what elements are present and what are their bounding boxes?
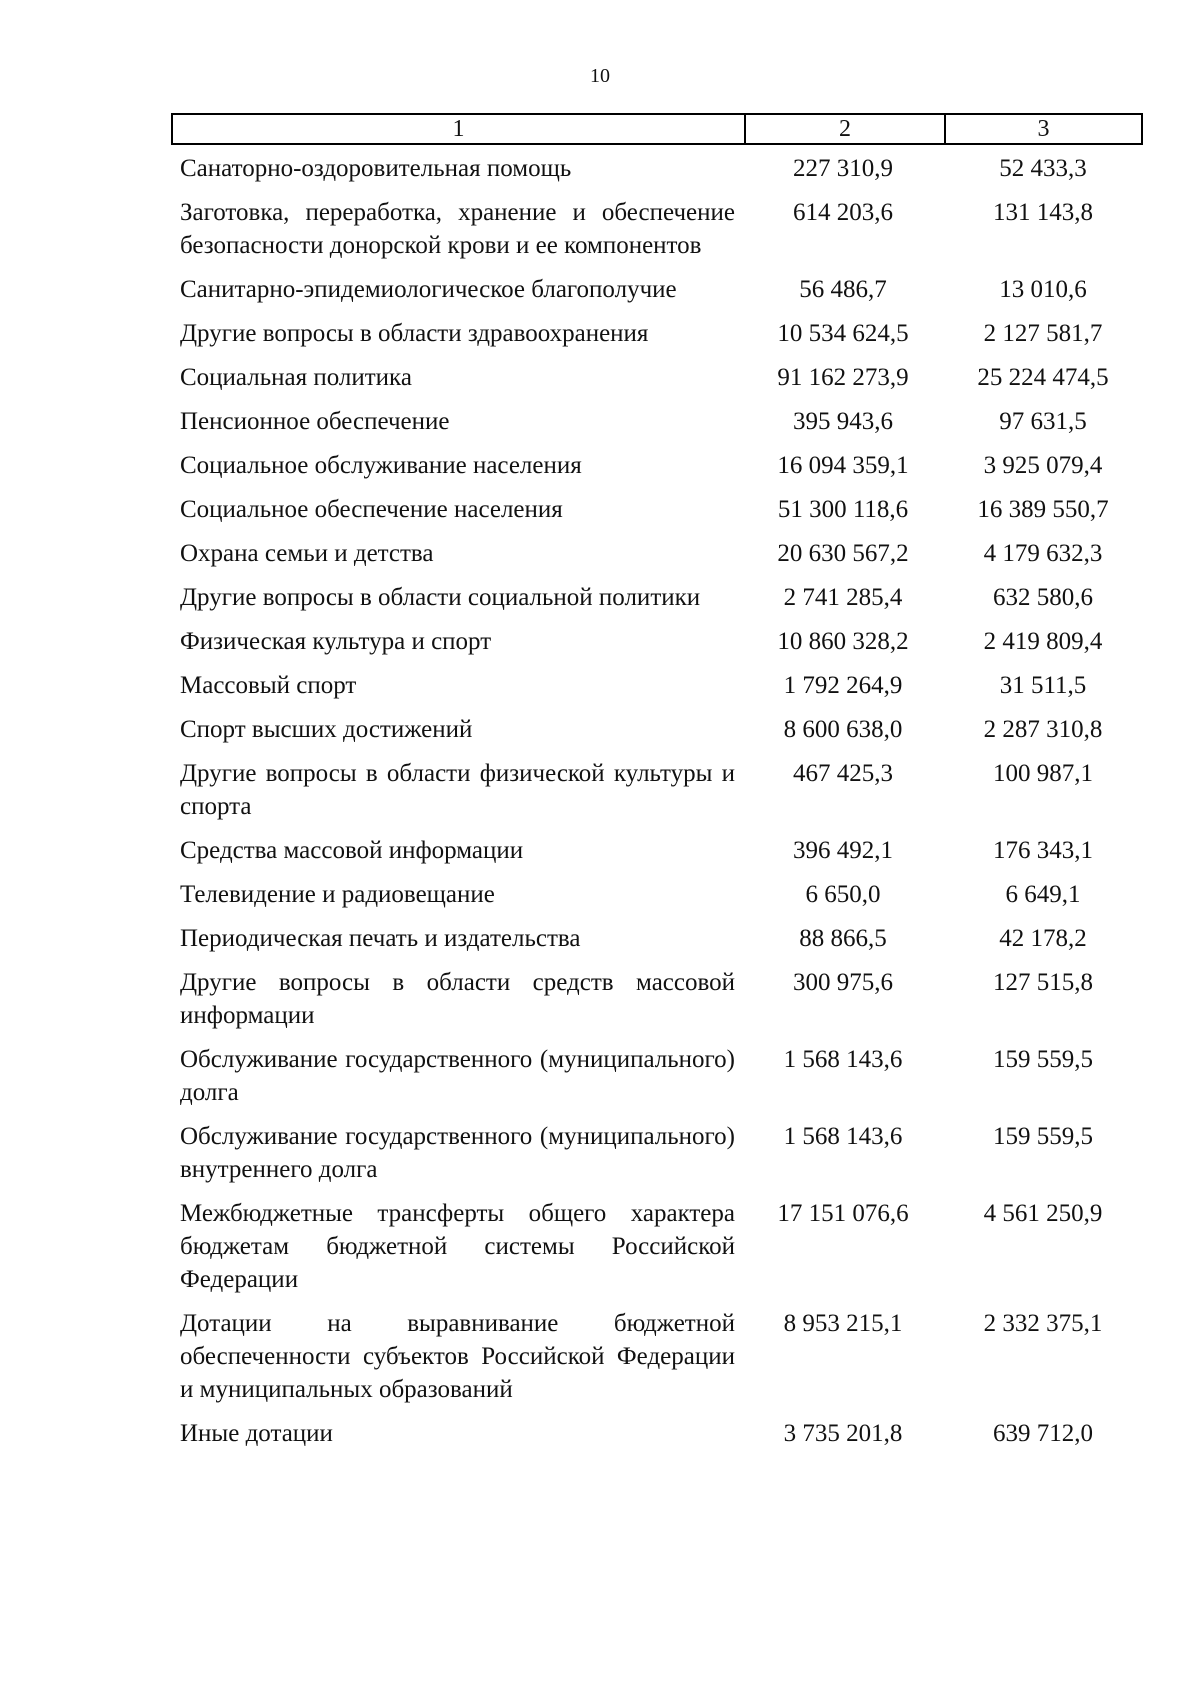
table-header bbox=[171, 113, 1143, 145]
row-value-col3: 2 332 375,1 bbox=[983, 1310, 1103, 1337]
table-row bbox=[171, 1120, 1143, 1186]
row-value-col2: 10 860 328,2 bbox=[777, 628, 909, 655]
row-label: Массовый спорт bbox=[180, 672, 357, 699]
row-label: Заготовка, переработка, хранение и обеспечение безопасности донорской крови и ее компонентов bbox=[180, 199, 735, 259]
row-label: Другие вопросы в области социальной политики bbox=[180, 584, 701, 611]
page-number: 10 bbox=[590, 65, 610, 87]
row-value-col3: 31 511,5 bbox=[999, 672, 1087, 699]
table-row bbox=[171, 922, 1143, 955]
row-label: Межбюджетные трансферты общего характера бюджетам бюджетной системы Российской Федерации bbox=[180, 1200, 735, 1293]
row-value-col3: 159 559,5 bbox=[993, 1046, 1093, 1073]
row-label: Пенсионное обеспечение bbox=[180, 408, 450, 435]
row-label: Социальная политика bbox=[180, 364, 412, 391]
row-value-col2: 88 866,5 bbox=[799, 925, 887, 952]
row-value-col2: 227 310,9 bbox=[793, 155, 893, 182]
row-value-col2: 2 741 285,4 bbox=[783, 584, 903, 611]
table-row bbox=[171, 152, 1143, 185]
row-label: Спорт высших достижений bbox=[180, 716, 473, 743]
table-row bbox=[171, 669, 1143, 702]
row-value-col3: 97 631,5 bbox=[999, 408, 1087, 435]
row-value-col2: 51 300 118,6 bbox=[777, 496, 909, 523]
row-value-col2: 91 162 273,9 bbox=[777, 364, 909, 391]
row-value-col3: 127 515,8 bbox=[993, 969, 1093, 996]
row-value-col2: 1 568 143,6 bbox=[783, 1123, 903, 1150]
row-label: Социальное обеспечение населения bbox=[180, 496, 563, 523]
row-value-col3: 25 224 474,5 bbox=[977, 364, 1109, 391]
table-row bbox=[171, 878, 1143, 911]
table-row bbox=[171, 493, 1143, 526]
row-value-col3: 2 419 809,4 bbox=[983, 628, 1103, 655]
row-label: Средства массовой информации bbox=[180, 837, 524, 864]
table-row bbox=[171, 1197, 1143, 1296]
row-label: Телевидение и радиовещание bbox=[180, 881, 495, 908]
row-value-col2: 16 094 359,1 bbox=[777, 452, 909, 479]
row-label: Другие вопросы в области физической культуры и спорта bbox=[180, 760, 735, 820]
row-value-col3: 42 178,2 bbox=[999, 925, 1087, 952]
row-value-col2: 395 943,6 bbox=[793, 408, 893, 435]
row-value-col3: 131 143,8 bbox=[993, 199, 1093, 226]
row-value-col3: 3 925 079,4 bbox=[983, 452, 1103, 479]
row-label: Обслуживание государственного (муниципального) долга bbox=[180, 1046, 735, 1106]
table-row bbox=[171, 625, 1143, 658]
row-value-col3: 2 287 310,8 bbox=[983, 716, 1103, 743]
table-row bbox=[171, 966, 1143, 1032]
row-label: Обслуживание государственного (муниципального) внутреннего долга bbox=[180, 1123, 735, 1183]
row-value-col2: 396 492,1 bbox=[793, 837, 893, 864]
row-value-col2: 614 203,6 bbox=[793, 199, 893, 226]
row-value-col3: 159 559,5 bbox=[993, 1123, 1093, 1150]
table-row bbox=[171, 1307, 1143, 1406]
column-header-3: 3 bbox=[1037, 116, 1050, 142]
row-label: Дотации на выравнивание бюджетной обеспеченности субъектов Российской Федерации и муниципальных образований bbox=[180, 1310, 735, 1403]
table-row bbox=[171, 537, 1143, 570]
table-row bbox=[171, 317, 1143, 350]
table-row bbox=[171, 405, 1143, 438]
row-value-col3: 632 580,6 bbox=[993, 584, 1093, 611]
row-value-col3: 4 561 250,9 bbox=[983, 1200, 1103, 1227]
table-row bbox=[171, 713, 1143, 746]
row-label: Физическая культура и спорт bbox=[180, 628, 492, 655]
row-value-col2: 17 151 076,6 bbox=[777, 1200, 909, 1227]
row-value-col2: 56 486,7 bbox=[799, 276, 887, 303]
row-value-col3: 6 649,1 bbox=[1005, 881, 1081, 908]
row-value-col3: 176 343,1 bbox=[993, 837, 1093, 864]
row-value-col3: 2 127 581,7 bbox=[983, 320, 1103, 347]
table-row bbox=[171, 449, 1143, 482]
row-value-col2: 300 975,6 bbox=[793, 969, 893, 996]
row-value-col2: 3 735 201,8 bbox=[783, 1420, 903, 1447]
row-value-col2: 1 792 264,9 bbox=[783, 672, 903, 699]
row-label: Иные дотации bbox=[180, 1420, 333, 1447]
row-value-col3: 13 010,6 bbox=[999, 276, 1087, 303]
row-value-col2: 467 425,3 bbox=[793, 760, 893, 787]
row-label: Санитарно-эпидемиологическое благополучие bbox=[180, 276, 677, 303]
row-label: Периодическая печать и издательства bbox=[180, 925, 581, 952]
row-label: Другие вопросы в области здравоохранения bbox=[180, 320, 649, 347]
table-row bbox=[171, 273, 1143, 306]
row-value-col3: 16 389 550,7 bbox=[977, 496, 1109, 523]
row-value-col2: 8 953 215,1 bbox=[783, 1310, 903, 1337]
table-row bbox=[171, 581, 1143, 614]
row-value-col2: 10 534 624,5 bbox=[777, 320, 909, 347]
row-label: Санаторно-оздоровительная помощь bbox=[180, 155, 572, 182]
row-value-col3: 4 179 632,3 bbox=[983, 540, 1103, 567]
table-row bbox=[171, 757, 1143, 823]
row-label: Социальное обслуживание населения bbox=[180, 452, 582, 479]
column-header-1: 1 bbox=[173, 115, 746, 143]
row-value-col3: 639 712,0 bbox=[993, 1420, 1093, 1447]
row-value-col2: 8 600 638,0 bbox=[783, 716, 903, 743]
table-row bbox=[171, 834, 1143, 867]
table-row bbox=[171, 1417, 1143, 1450]
row-value-col2: 1 568 143,6 bbox=[783, 1046, 903, 1073]
row-value-col3: 52 433,3 bbox=[999, 155, 1087, 182]
row-value-col2: 6 650,0 bbox=[805, 881, 881, 908]
table-row bbox=[171, 361, 1143, 394]
row-value-col2: 20 630 567,2 bbox=[777, 540, 909, 567]
table-body bbox=[171, 152, 1143, 1461]
table-row bbox=[171, 1043, 1143, 1109]
column-header-2: 2 bbox=[746, 115, 946, 143]
row-label: Охрана семьи и детства bbox=[180, 540, 434, 567]
row-label: Другие вопросы в области средств массовой информации bbox=[180, 969, 735, 1029]
table-row bbox=[171, 196, 1143, 262]
row-value-col3: 100 987,1 bbox=[993, 760, 1093, 787]
